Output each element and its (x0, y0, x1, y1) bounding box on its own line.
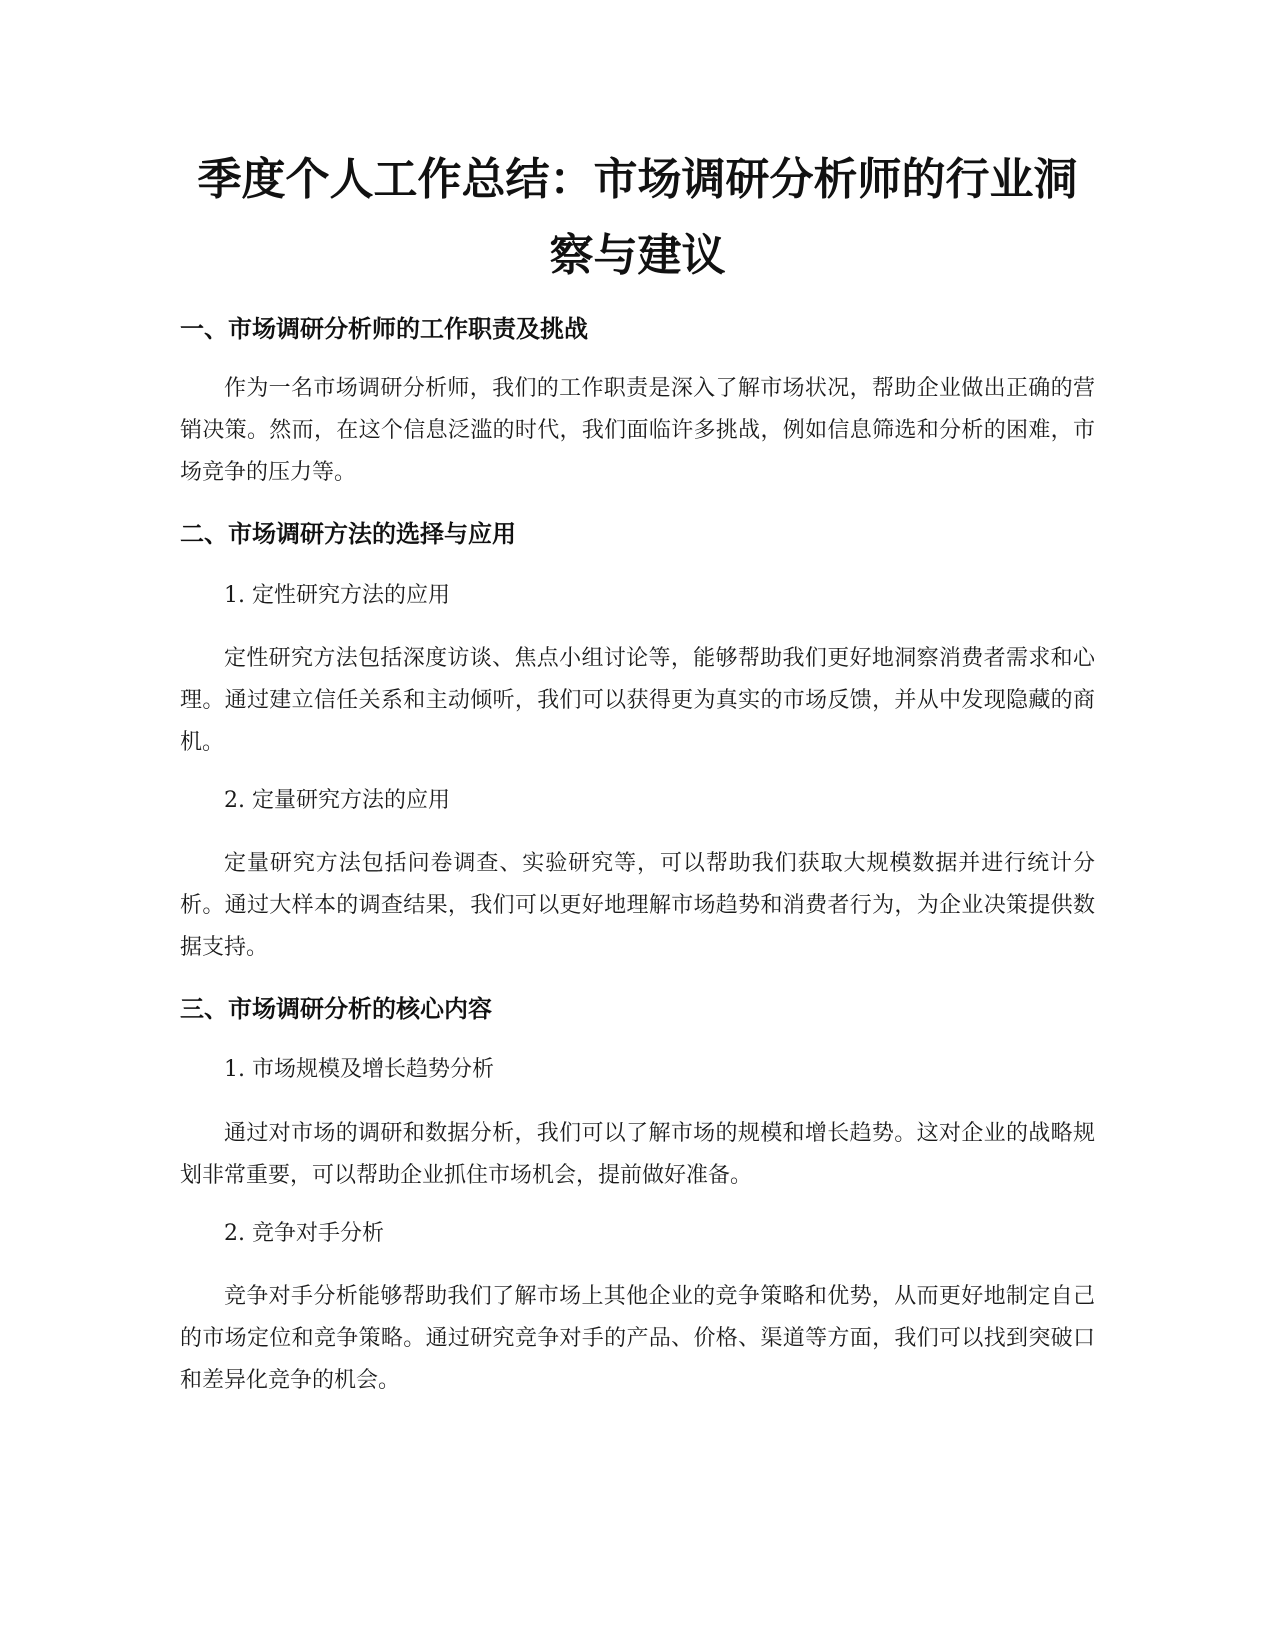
subsection-3-1-paragraph: 通过对市场的调研和数据分析，我们可以了解市场的规模和增长趋势。这对企业的战略规划非常重要，可以帮助企业抓住市场机会，提前做好准备。 (180, 1121, 1095, 1188)
subsection-3-2-paragraph: 竞争对手分析能够帮助我们了解市场上其他企业的竞争策略和优势，从而更好地制定自己的市场定位和竞争策略。通过研究竞争对手的产品、价格、渠道等方面，我们可以找到突破口和差异化竞争的机会。 (180, 1284, 1095, 1393)
subsection-title-2-2: 2. 定量研究方法的应用 (224, 788, 450, 813)
subsection-title-3-2: 2. 竞争对手分析 (224, 1221, 384, 1246)
section-heading-3: 三、市场调研分析的核心内容 (180, 995, 492, 1023)
section-heading-2: 二、市场调研方法的选择与应用 (180, 520, 516, 548)
subsection-title-2-1: 1. 定性研究方法的应用 (224, 583, 450, 608)
page-title: 季度个人工作总结：市场调研分析师的行业洞察与建议 (197, 154, 1078, 281)
subsection-2-1-paragraph: 定性研究方法包括深度访谈、焦点小组讨论等，能够帮助我们更好地洞察消费者需求和心理。通过建立信任关系和主动倾听，我们可以获得更为真实的市场反馈，并从中发现隐藏的商机。 (180, 646, 1095, 755)
subsection-2-2-paragraph: 定量研究方法包括问卷调查、实验研究等，可以帮助我们获取大规模数据并进行统计分析。通过大样本的调查结果，我们可以更好地理解市场趋势和消费者行为，为企业决策提供数据支持。 (180, 851, 1095, 960)
section-heading-1: 一、市场调研分析师的工作职责及挑战 (180, 315, 588, 343)
section-1-paragraph: 作为一名市场调研分析师，我们的工作职责是深入了解市场状况，帮助企业做出正确的营销决策。然而，在这个信息泛滥的时代，我们面临许多挑战，例如信息筛选和分析的困难，市场竞争的压力等。 (180, 376, 1095, 485)
subsection-title-3-1: 1. 市场规模及增长趋势分析 (224, 1057, 494, 1082)
